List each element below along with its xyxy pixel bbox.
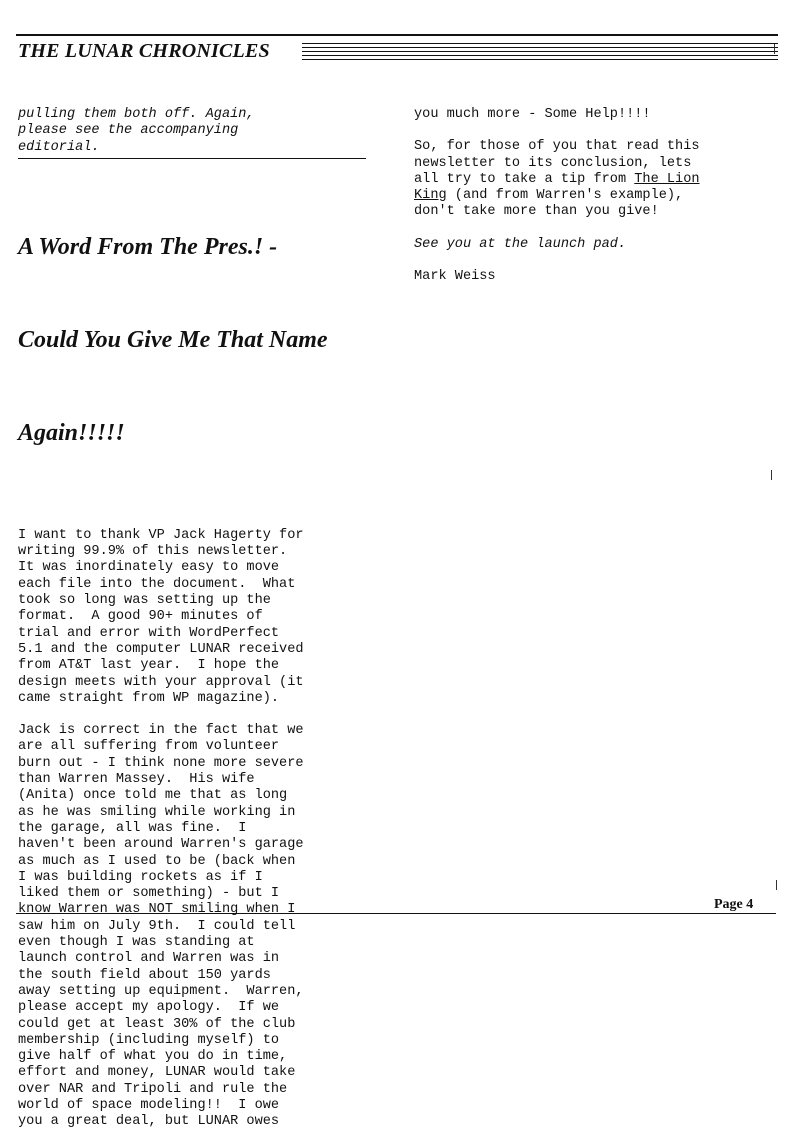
right-column [414,107,774,285]
text-line: know Warren was NOT smiling when I [18,902,296,918]
article-paragraph-2 [18,723,368,1130]
text-line: as he was smiling while working in [18,804,296,820]
text-line: newsletter to its conclusion, lets [414,155,692,171]
text-line: trial and error with WordPerfect [18,625,280,641]
text-line: I was building rockets as if I [18,869,263,885]
intro-line: editorial. [18,139,100,155]
paragraph-gap [18,707,368,723]
section-divider [18,158,366,159]
headline-line: Again!!!!! [18,419,125,446]
text-line: away setting up equipment. Warren, [18,983,304,999]
intro-line: pulling them both off. Again, [18,107,255,122]
article-paragraph-1 [18,528,368,707]
text-line: haven't been around Warren's garage [18,837,304,853]
paragraph-gap [414,221,774,237]
masthead [16,34,778,68]
text-fragment: (and from Warren's example), [446,188,684,204]
text-line: over NAR and Tripoli and rule the [18,1081,288,1097]
text-line: (Anita) once told me that as long [18,788,288,804]
text-line: writing 99.9% of this newsletter. [18,544,288,560]
author-signature: Mark Weiss [414,269,496,285]
text-line: took so long was setting up the [18,593,271,609]
text-line: So, for those of you that read this [414,139,700,155]
movie-title-underlined: King [414,188,447,204]
text-line: from AT&T last year. I hope the [18,658,280,674]
scan-speck [776,880,777,890]
text-line: the south field about 150 yards [18,967,271,983]
text-line: than Warren Massey. His wife [18,772,255,788]
masthead-decorative-lines [302,43,778,63]
text-line: don't take more than you give! [414,204,659,220]
page-number: Page 4 [714,897,754,912]
text-line: It was inordinately easy to move [18,560,280,576]
text-line [414,188,774,204]
paragraph-gap [414,253,774,269]
intro-line: please see the accompanying [18,123,239,139]
text-line: came straight from WP magazine). [18,690,280,706]
continuation-line: you much more - Some Help!!!! [414,107,651,122]
scan-speck [774,44,775,54]
text-line: each file into the document. What [18,576,296,592]
text-line [414,172,774,188]
closing-paragraph [414,139,774,220]
text-line: the garage, all was fine. I [18,820,247,836]
closing-line: See you at the launch pad. [414,236,627,252]
text-line: liked them or something) - but I [18,886,280,902]
paragraph-gap [414,123,774,139]
text-line: I want to thank VP Jack Hagerty for [18,527,304,543]
text-line: burn out - I think none more severe [18,755,304,771]
text-line: format. A good 90+ minutes of [18,609,263,625]
text-line: you a great deal, but LUNAR owes [18,1114,280,1130]
text-line: could get at least 30% of the club [18,1016,296,1032]
text-line: even though I was standing at [18,935,255,951]
text-line: are all suffering from volunteer [18,739,280,755]
scan-speck [771,470,772,480]
text-line: effort and money, LUNAR would take [18,1065,296,1081]
text-line: membership (including myself) to [18,1032,280,1048]
text-fragment: all try to take a tip from [414,171,635,187]
text-line: saw him on July 9th. I could tell [18,918,296,934]
left-column [18,107,368,1131]
text-line: 5.1 and the computer LUNAR received [18,641,304,657]
text-line: launch control and Warren was in [18,951,280,967]
text-line: design meets with your approval (it [18,674,304,690]
headline-line: Could You Give Me That Name [18,326,328,353]
intro-continuation [18,107,368,156]
footer-rule [16,913,776,914]
text-line: Jack is correct in the fact that we [18,723,304,739]
text-line: world of space modeling!! I owe [18,1097,280,1113]
movie-title-underlined: The Lion [634,171,700,187]
newsletter-title: THE LUNAR CHRONICLES [18,40,270,62]
masthead-top-rule [16,34,778,36]
text-line: as much as I used to be (back when [18,853,296,869]
text-line: please accept my apology. If we [18,1000,280,1016]
text-line: give half of what you do in time, [18,1049,288,1065]
headline-line: A Word From The Pres.! - [18,233,278,260]
article-headline [18,170,368,511]
